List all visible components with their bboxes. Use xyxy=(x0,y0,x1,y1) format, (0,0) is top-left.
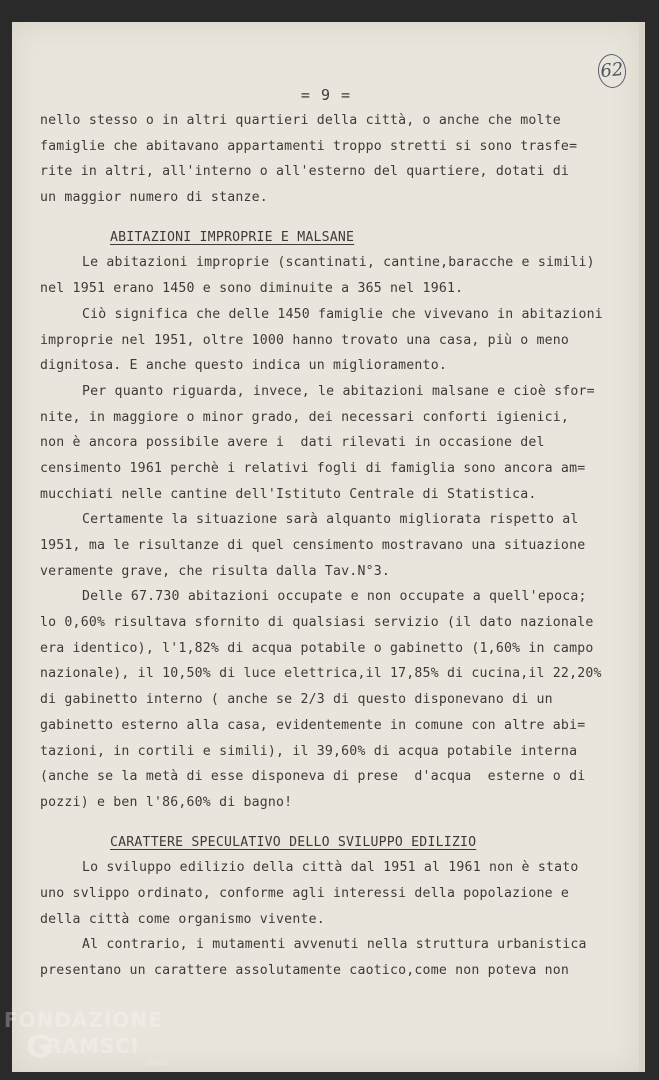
text-line: Delle 67.730 abitazioni occupate e non occupate a quell'epoca; xyxy=(82,589,587,605)
text-line: un maggior numero di stanze. xyxy=(40,190,268,206)
text-line: Ciò significa che delle 1450 famiglie che vivevano in abitazioni xyxy=(82,306,603,322)
paragraph-gap xyxy=(40,816,612,830)
text-line: di gabinetto interno ( anche se 2/3 di questo disponevano di un xyxy=(40,692,553,708)
text-line: Lo sviluppo edilizio della città dal 1951 al 1961 non è stato xyxy=(82,860,579,876)
text-line: rite in altri, all'interno o all'esterno del quartiere, dotati di xyxy=(40,164,570,180)
text-line: Certamente la situazione sarà alquanto migliorata rispetto al xyxy=(82,512,579,528)
text-line: (anche se la metà di esse disponeva di prese d'acqua esterne o di xyxy=(40,769,586,785)
text-line: tazioni, in cortili e simili), il 39,60% di acqua potabile interna xyxy=(40,743,578,759)
text-line: Al contrario, i mutamenti avvenuti nella struttura urbanistica xyxy=(82,937,587,953)
document-page xyxy=(12,22,640,1072)
paragraph-gap xyxy=(40,211,612,225)
text-line: censimento 1961 perchè i relativi fogli di famiglia sono ancora am= xyxy=(40,460,586,476)
text-line: uno svlippo ordinato, conforme agli interessi della popolazione e xyxy=(40,885,570,901)
text-line: pozzi) e ben l'86,60% di bagno! xyxy=(40,794,293,810)
text-line: veramente grave, che risulta dalla Tav.N°3. xyxy=(40,563,391,579)
text-line: presentano un carattere assolutamente caotico,come non poteva non xyxy=(40,963,570,978)
section-heading: ABITAZIONI IMPROPRIE E MALSANE xyxy=(110,229,355,245)
text-line: improprie nel 1951, oltre 1000 hanno trovato una casa, più o meno xyxy=(40,332,570,348)
fondazione-gramsci-watermark: FONDAZIONE G RAMSCI onlus xyxy=(4,1008,168,1067)
text-line: era identico), l'1,82% di acqua potabile o gabinetto (1,60% in campo xyxy=(40,640,594,656)
text-line: famiglie che abitavano appartamenti troppo stretti si sono trasfe= xyxy=(40,138,578,154)
text-line: lo 0,60% risultava sfornito di qualsiasi servizio (il dato nazionale xyxy=(40,615,594,631)
text-line: non è ancora possibile avere i dati rilevati in occasione del xyxy=(40,435,545,451)
handwritten-page-number: 62 xyxy=(596,53,627,90)
text-line: nite, in maggiore o minor grado, dei necessari conforti igienici, xyxy=(40,409,570,425)
text-line: della città come organismo vivente. xyxy=(40,911,325,927)
body-text xyxy=(40,108,612,984)
text-line: nazionale), il 10,50% di luce elettrica,il 17,85% di cucina,il 22,20% xyxy=(40,666,602,682)
text-line: Per quanto riguarda, invece, le abitazioni malsane e cioè sfor= xyxy=(82,383,595,399)
text-line: nello stesso o in altri quartieri della città, o anche che molte xyxy=(40,113,561,128)
text-line: gabinetto esterno alla casa, evidentemente in comune con altre abi= xyxy=(40,717,586,733)
section-heading: CARATTERE SPECULATIVO DELLO SVILUPPO EDILIZIO xyxy=(110,834,477,850)
text-line: nel 1951 erano 1450 e sono diminuite a 365 nel 1961. xyxy=(40,281,464,297)
page-number: = 9 = xyxy=(300,86,352,104)
page-edge xyxy=(639,22,645,1072)
text-line: Le abitazioni improprie (scantinati, cantine,baracche e simili) xyxy=(82,255,595,271)
text-line: dignitosa. E anche questo indica un miglioramento. xyxy=(40,358,447,374)
text-line: 1951, ma le risultanze di quel censimento mostravano una situazione xyxy=(40,538,586,553)
text-line: mucchiati nelle cantine dell'Istituto Centrale di Statistica. xyxy=(40,486,537,502)
